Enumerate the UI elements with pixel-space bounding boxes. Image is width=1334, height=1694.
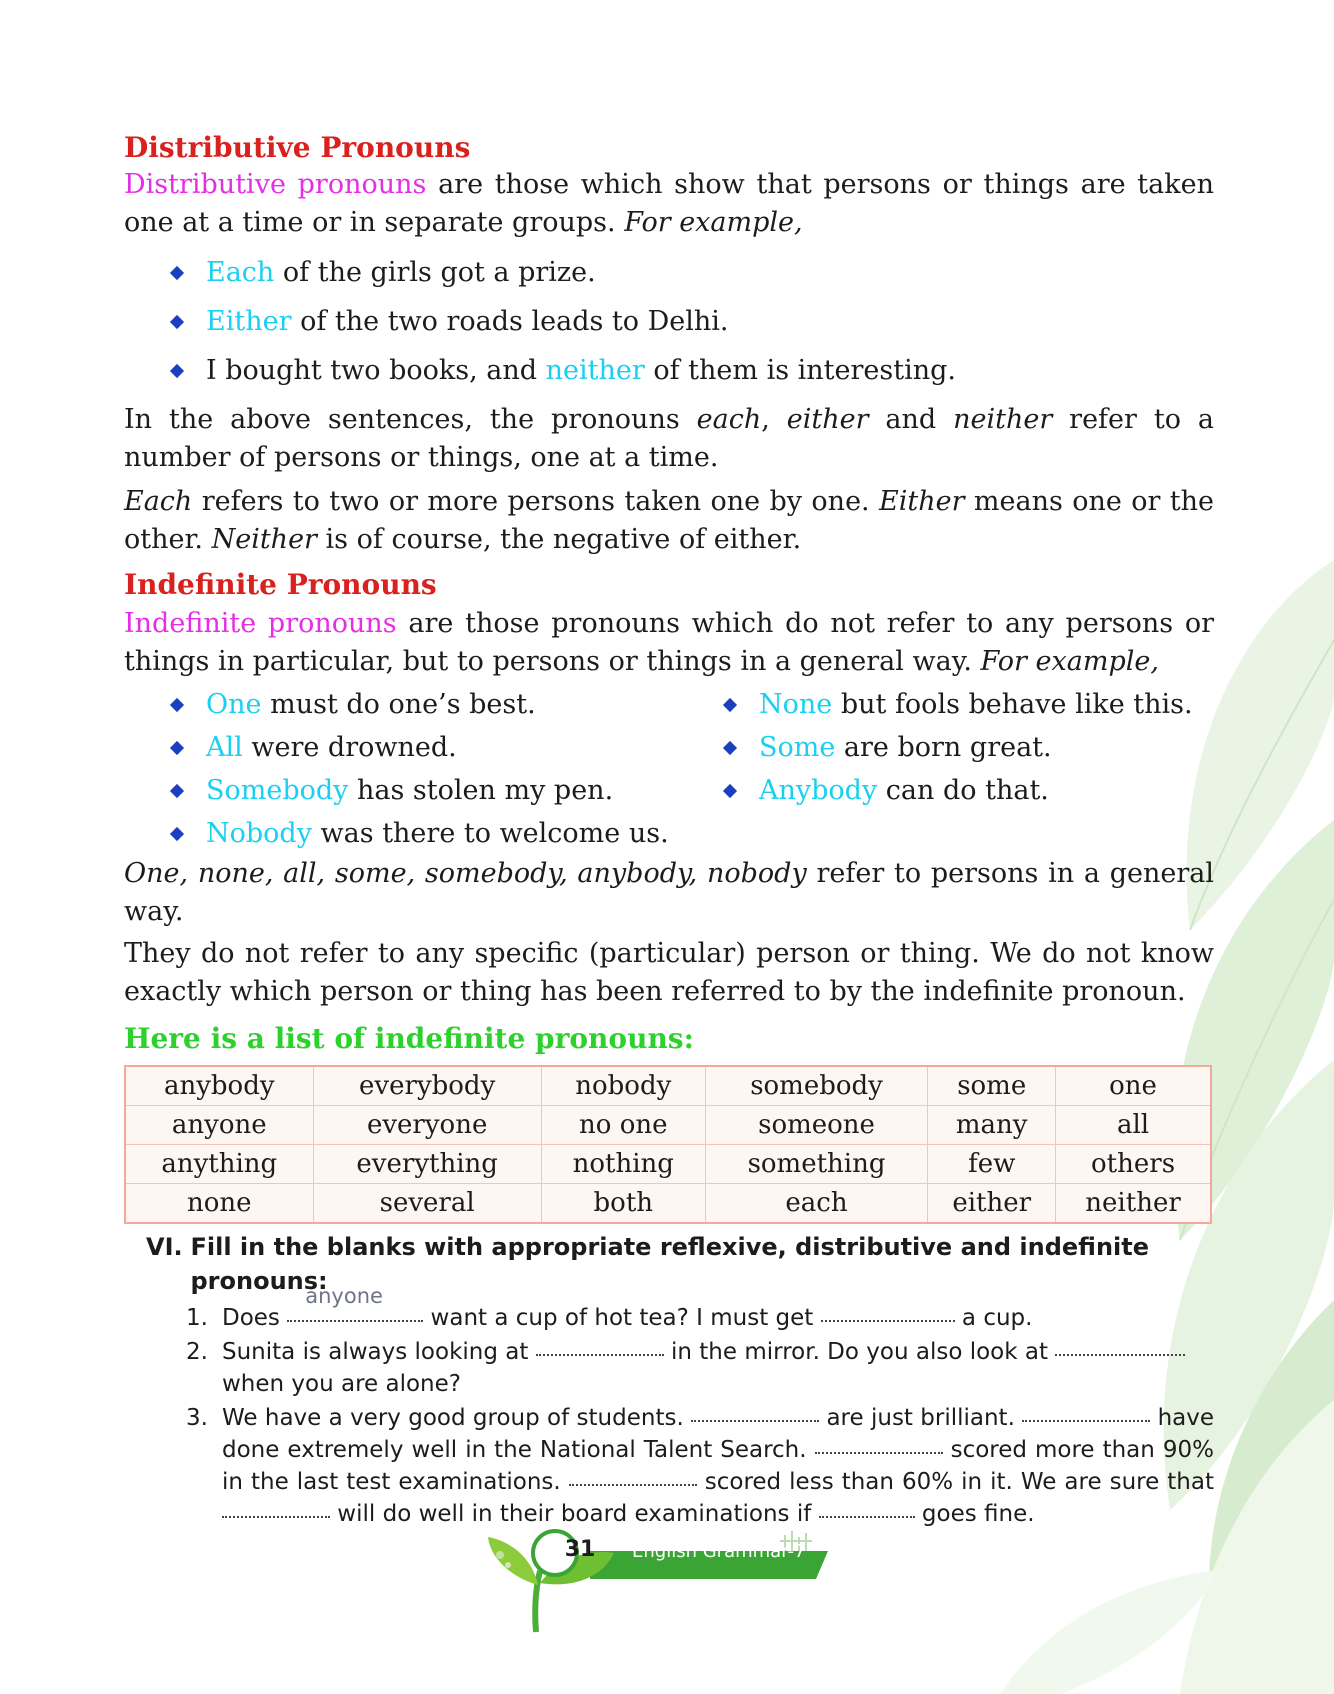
diamond-bullet-icon — [170, 315, 184, 329]
diamond-bullet-icon — [170, 784, 184, 798]
diamond-bullet-icon — [723, 784, 737, 798]
indefinite-note-2: They do not refer to any specific (particular) person or thing. We do not know exactly which person or thing has been referred to by the indefinite pronoun. — [124, 938, 1214, 1007]
dot-decoration-icon — [496, 1551, 504, 1559]
answer-blank[interactable] — [1022, 1419, 1150, 1422]
exercise-title: VI. Fill in the blanks with appropriate reflexive, distributive and indefinite pronouns: — [146, 1233, 1149, 1295]
answer-blank[interactable] — [536, 1353, 664, 1356]
list-item: None but fools behave like this. — [725, 683, 1193, 726]
answer-blank[interactable] — [1055, 1353, 1185, 1356]
indefinite-pronoun-table — [124, 1065, 1212, 1224]
answer-blank[interactable] — [569, 1483, 697, 1486]
distributive-note-2: Each refers to two or more persons taken one by one. Either means one or the other. Neither is of course, the negative of either. — [124, 486, 1214, 555]
list-item: Anybody can do that. — [725, 769, 1193, 812]
list-item: All were drowned. — [172, 726, 725, 769]
table-row: anybody everybody nobody somebody some one — [125, 1066, 1211, 1106]
diamond-bullet-icon — [170, 266, 184, 280]
list-item: Each of the girls got a prize. — [172, 248, 1214, 297]
distributive-intro: Distributive pronouns are those which show that persons or things are taken one at a time or in separate groups. For example, — [124, 169, 1214, 238]
diamond-bullet-icon — [170, 364, 184, 378]
diamond-bullet-icon — [170, 741, 184, 755]
distributive-heading: Distributive Pronouns — [124, 131, 471, 164]
exercise-list — [186, 1284, 1215, 1530]
list-item: Either of the two roads leads to Delhi. — [172, 297, 1214, 346]
dot-decoration-icon — [505, 1562, 511, 1568]
list-item: I bought two books, and neither of them is interesting. — [172, 346, 1214, 395]
answer-blank[interactable] — [815, 1451, 943, 1454]
table-row: anything everything nothing something few others — [125, 1145, 1211, 1184]
exercise-item: 3. We have a very good group of students. are just brilliant. have done extremely well in the National Talent Search. scored more than 90% in the last test examinations. scored less than 60% in it. We are sure that will do well in their board examinations if goes fine. — [186, 1405, 1215, 1527]
book-title: English Grammar-7 — [632, 1541, 806, 1562]
leaf-left-icon — [488, 1537, 538, 1585]
list-item: Somebody has stolen my pen. — [172, 769, 725, 812]
list-item: Nobody was there to welcome us. — [172, 812, 725, 855]
answer-blank[interactable] — [222, 1515, 330, 1518]
answer-blank[interactable] — [819, 1515, 915, 1518]
indefinite-term: Indefinite pronouns — [124, 608, 397, 639]
exercise-item: 2. Sunita is always looking at in the mirror. Do you also look at when you are alone? — [186, 1336, 1214, 1400]
diamond-bullet-icon — [723, 698, 737, 712]
indefinite-intro: Indefinite pronouns are those pronouns which do not refer to any persons or things in particular, but to persons or things in a general way. For example, — [124, 608, 1214, 677]
distributive-term: Distributive pronouns — [124, 169, 427, 200]
list-item: Some are born great. — [725, 726, 1193, 769]
table-row: none several both each either neither — [125, 1184, 1211, 1224]
distributive-examples — [172, 248, 1214, 395]
diamond-bullet-icon — [170, 698, 184, 712]
indefinite-examples-right — [725, 683, 1193, 812]
indefinite-heading: Indefinite Pronouns — [124, 568, 437, 601]
list-item: One must do one’s best. — [172, 683, 725, 726]
indefinite-list-heading: Here is a list of indefinite pronouns: — [124, 1022, 694, 1055]
answer-blank[interactable] — [821, 1319, 955, 1322]
table-row: anyone everyone no one someone many all — [125, 1106, 1211, 1145]
indefinite-examples-left — [172, 683, 725, 855]
answer-blank[interactable] — [691, 1419, 819, 1422]
exercise-section — [124, 1230, 1214, 1530]
diamond-bullet-icon — [170, 827, 184, 841]
exercise-item: 1. Does anyone want a cup of hot tea? I must get a cup. — [186, 1302, 1214, 1334]
answer-blank[interactable] — [287, 1319, 423, 1322]
handwritten-answer: anyone — [305, 1284, 383, 1308]
page-content — [124, 130, 1214, 1530]
diamond-bullet-icon — [723, 741, 737, 755]
distributive-note-1: In the above sentences, the pronouns each, either and neither refer to a number of persons or things, one at a time. — [124, 404, 1214, 473]
page-number: 31 — [564, 1537, 596, 1562]
indefinite-examples — [172, 683, 1214, 855]
indefinite-note-1: One, none, all, some, somebody, anybody, nobody refer to persons in a general way. — [124, 858, 1215, 927]
